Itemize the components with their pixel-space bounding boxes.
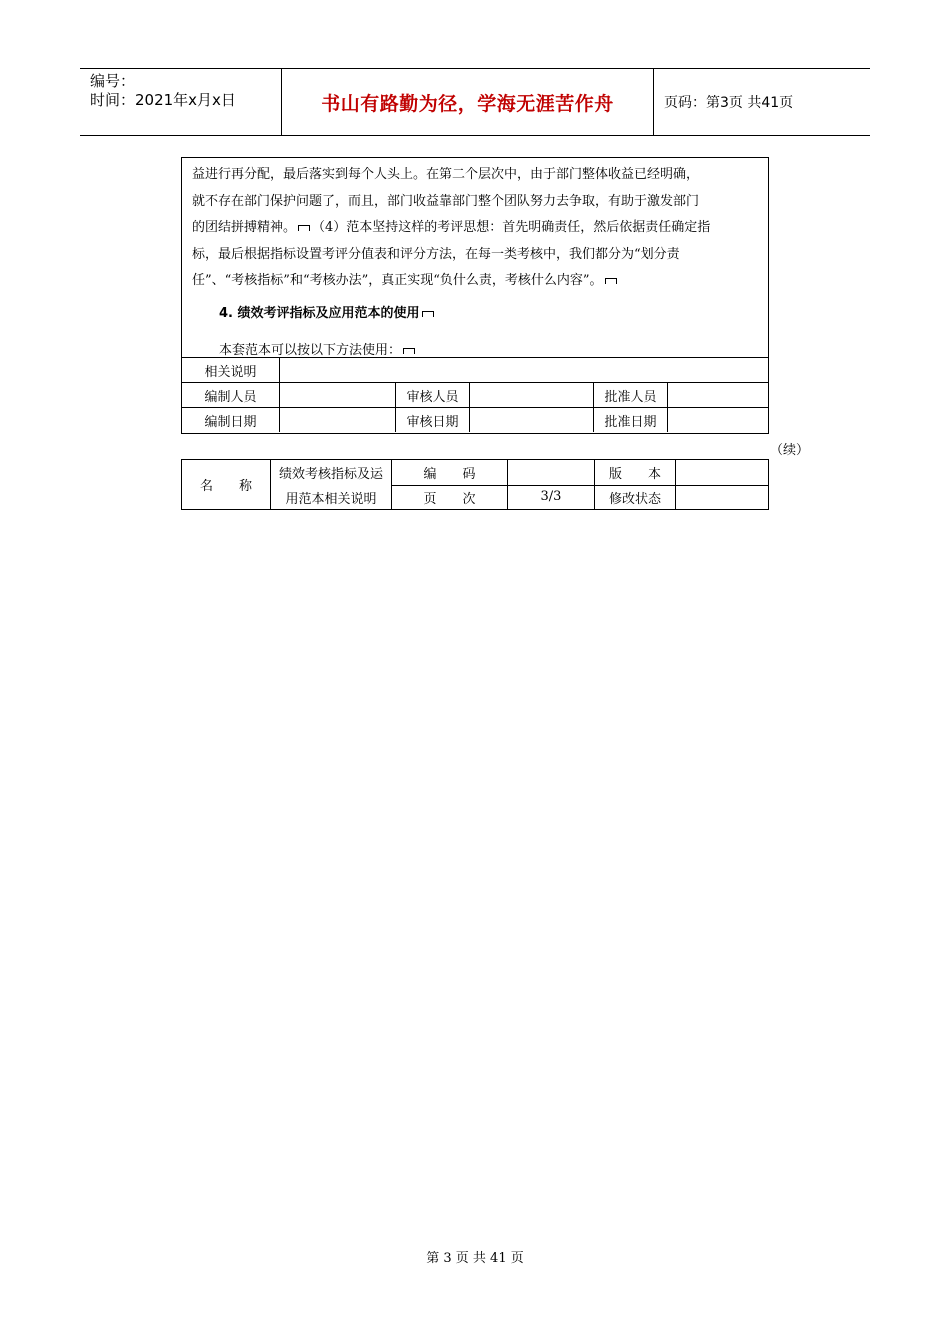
editor-label: 编制人员: [182, 383, 280, 407]
page-header: [80, 68, 870, 136]
body-paragraph: [192, 162, 760, 295]
editor-value: [280, 383, 396, 407]
approver-label: 批准人员: [594, 383, 668, 407]
page-value: 3/3: [540, 489, 562, 504]
body-line: 任”、“考核指标”和“考核办法”，真正实现“负什么责，考核什么内容”。: [192, 268, 760, 295]
number-label: 编号：: [90, 72, 136, 90]
paragraph-mark-icon: [605, 278, 617, 284]
section-heading: 4. 绩效考评指标及应用范本的使用: [219, 302, 436, 321]
related-value: [280, 358, 768, 382]
paragraph-mark-icon: [422, 311, 434, 317]
header-meta: [80, 69, 281, 135]
code-label: 编 码: [423, 467, 476, 482]
related-label: 相关说明: [182, 358, 280, 382]
body-line: 的团结拼搏精神。 （4）范本坚持这样的考评思想：首先明确责任，然后依据责任确定指: [192, 220, 711, 235]
reviewer-label: 审核人员: [396, 383, 470, 407]
approve-date-value: [668, 408, 768, 432]
info-table: [181, 459, 769, 510]
name-value-line2: 用范本相关说明: [285, 491, 377, 507]
header-page-label: 页码：第3页 共41页: [664, 95, 794, 111]
review-date-label: 审核日期: [396, 408, 470, 432]
time-label: 时间：2021年x月x日: [90, 91, 236, 109]
edit-date-value: [280, 408, 396, 432]
body-line: 标，最后根据指标设置考评分值表和评分方法，在每一类考核中，我们都分为“划分责: [192, 246, 680, 262]
content-box: [181, 157, 769, 434]
approver-value: [668, 383, 768, 407]
name-label: 名 称: [199, 479, 252, 494]
related-row: [182, 357, 768, 382]
edit-date-label: 编制日期: [182, 408, 280, 432]
usage-text: 本套范本可以按以下方法使用：: [219, 339, 417, 358]
approve-date-label: 批准日期: [594, 408, 668, 432]
body-line: 就不存在部门保护问题了，而且，部门收益靠部门整个团队努力去争取，有助于激发部门: [192, 193, 700, 209]
status-label: 修改状态: [608, 492, 661, 507]
date-row: [182, 407, 768, 432]
review-date-value: [470, 408, 594, 432]
paragraph-mark-icon: [403, 348, 415, 354]
version-label: 版 本: [608, 467, 661, 482]
staff-row: [182, 382, 768, 407]
code-value: [508, 460, 594, 485]
paragraph-mark-icon: [298, 225, 310, 231]
continued-label: （续）: [770, 443, 810, 458]
page-footer: 第 3 页 共 41 页: [426, 1251, 524, 1266]
page-label: 页 次: [423, 492, 476, 507]
reviewer-value: [470, 383, 594, 407]
body-line: 益进行再分配，最后落实到每个人头上。在第二个层次中，由于部门整体收益已经明确，: [192, 167, 700, 182]
header-motto: 书山有路勤为径，学海无涯苦作舟: [281, 69, 654, 135]
name-value-line1: 绩效考核指标及运: [278, 467, 383, 482]
